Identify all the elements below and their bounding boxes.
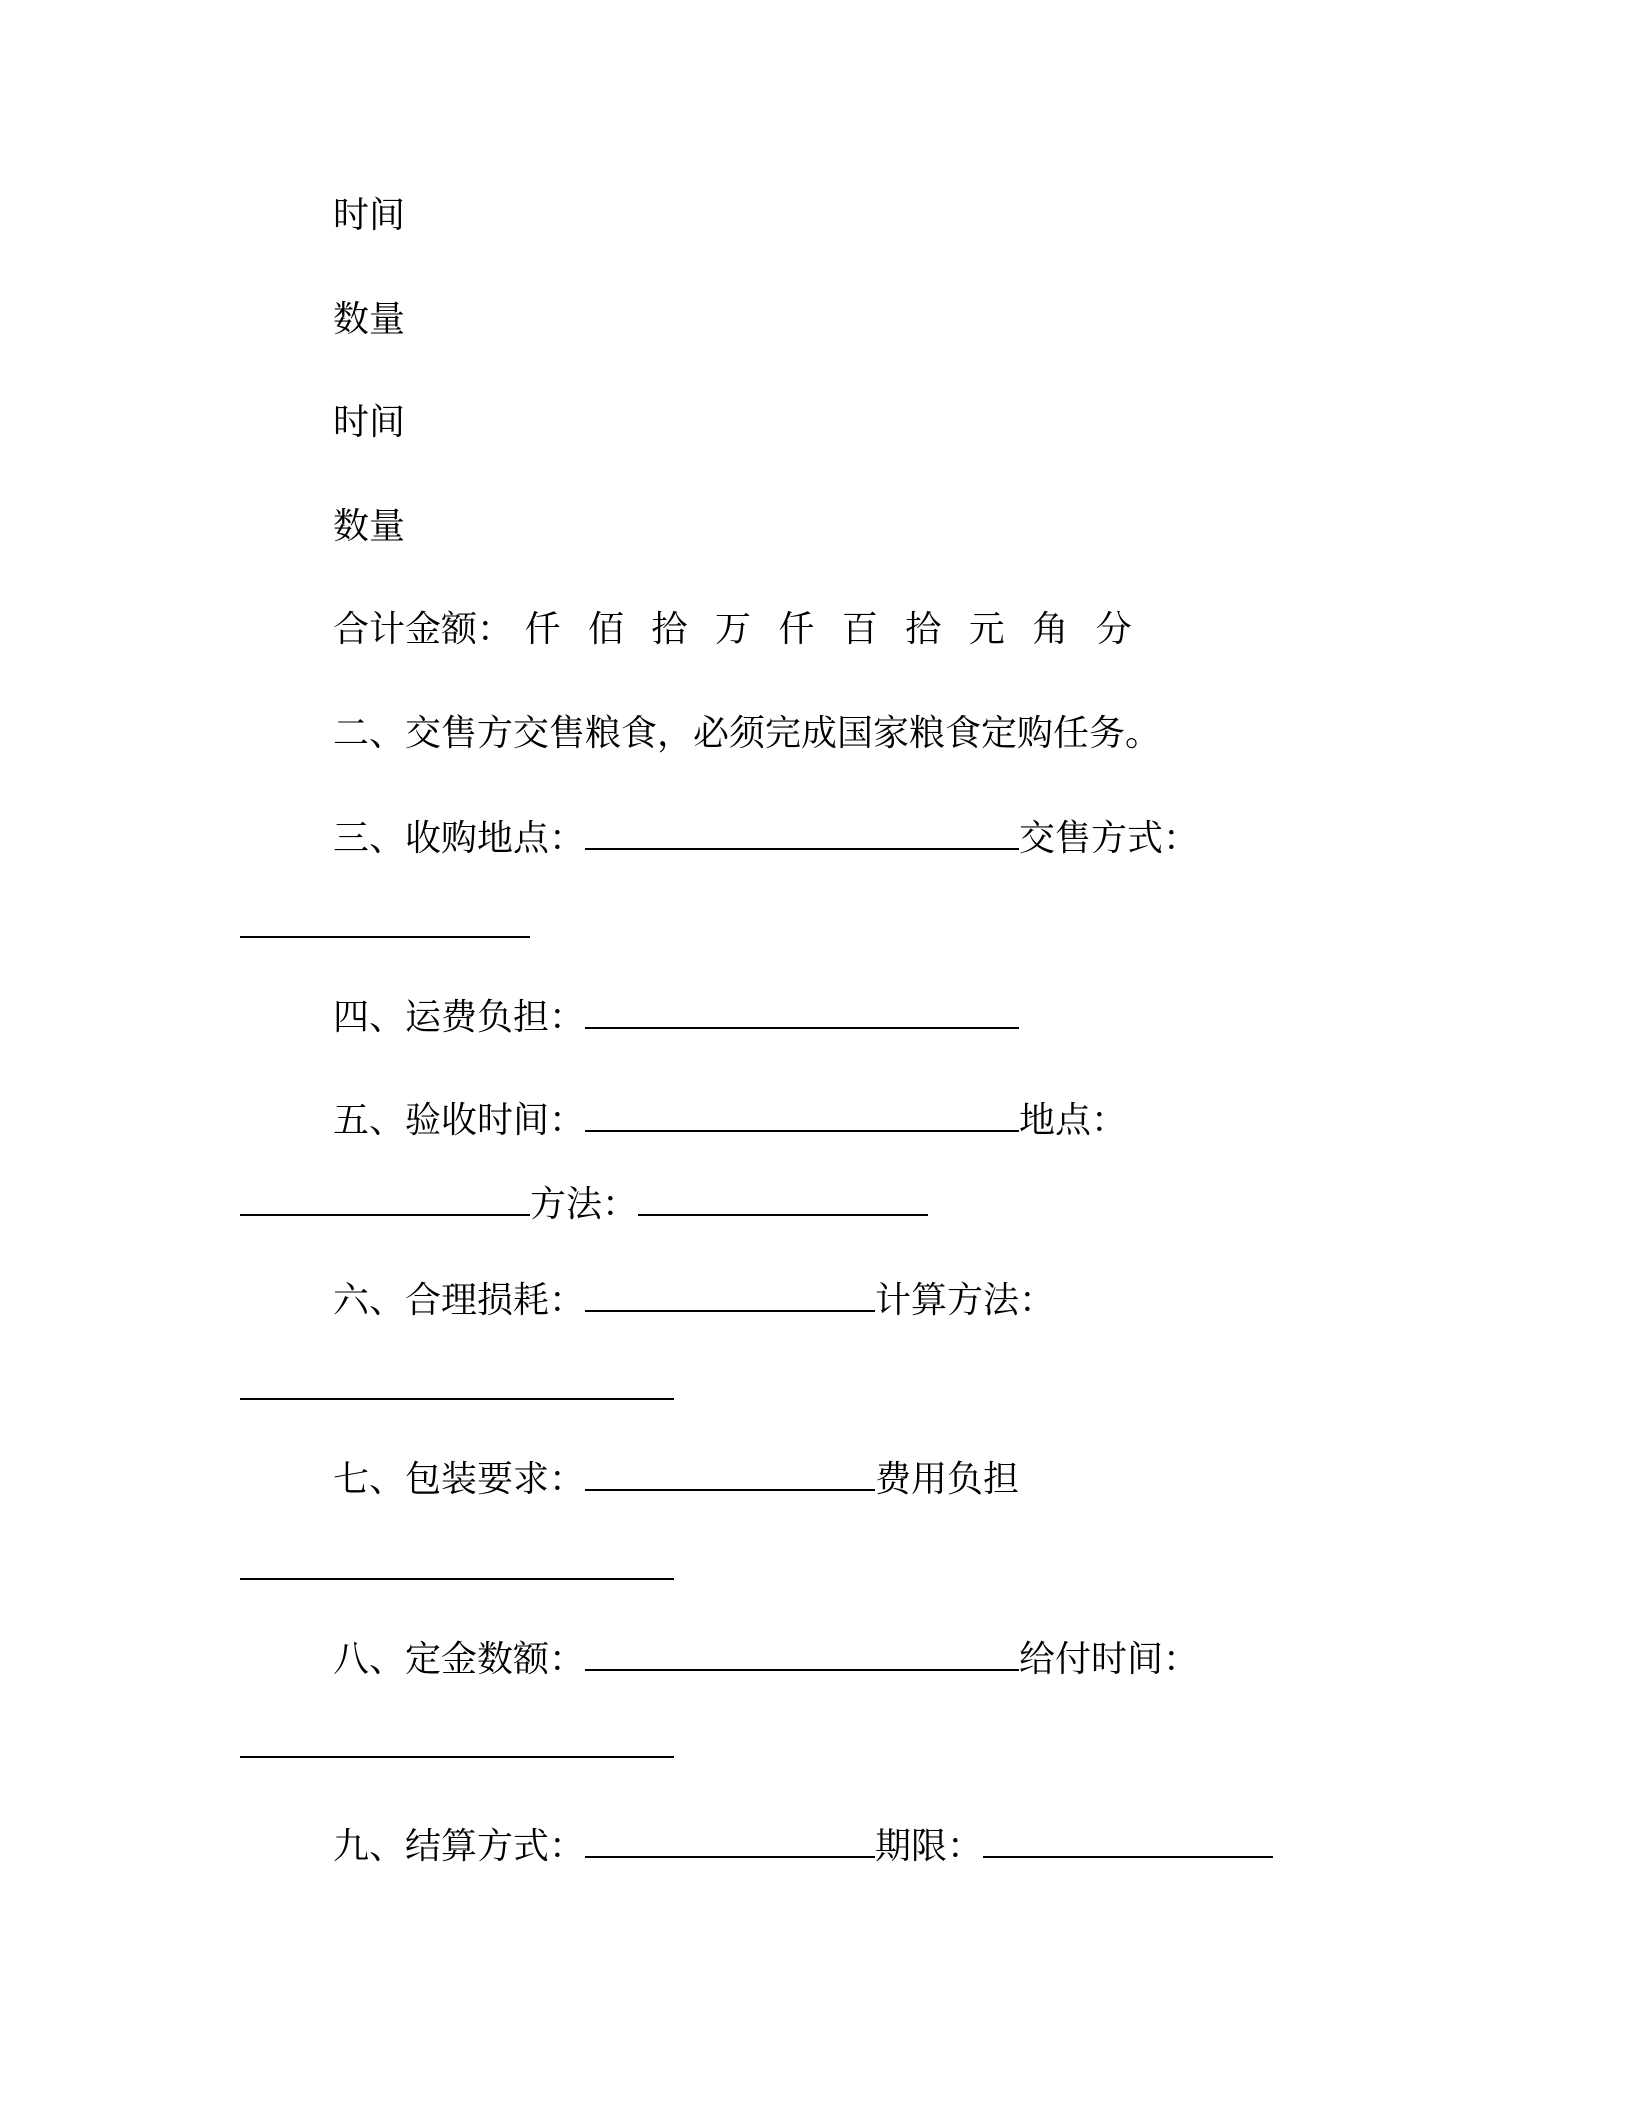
payment-time-field[interactable]: [240, 1722, 674, 1758]
clause-3: [333, 814, 1199, 863]
clause-8-continuation: [240, 1722, 674, 1771]
clause-6-continuation: [240, 1364, 674, 1413]
unit-shi: 拾: [651, 609, 688, 650]
unit-jiao: 角: [1032, 609, 1069, 650]
clause-4: [333, 993, 1019, 1042]
loss-label: 六、合理损耗：: [333, 1280, 586, 1321]
clause-9: [333, 1822, 1273, 1871]
time-label-1: 时间: [333, 195, 406, 236]
inspection-method-field[interactable]: [638, 1180, 928, 1216]
inspection-method-label: 方法：: [530, 1184, 639, 1225]
freight-field[interactable]: [585, 993, 1019, 1029]
clause-5-continuation: [240, 1180, 928, 1229]
unit-fen: 分: [1095, 609, 1132, 650]
packaging-field[interactable]: [585, 1455, 875, 1491]
settlement-label: 九、结算方式：: [333, 1826, 586, 1867]
clause-3-continuation: [240, 902, 530, 951]
unit-qian-2: 仟: [778, 609, 815, 650]
purchase-location-label: 三、收购地点：: [333, 818, 586, 859]
freight-label: 四、运费负担：: [333, 997, 586, 1038]
clause-5: [333, 1096, 1127, 1145]
clause-2: 二、交售方交售粮食，必须完成国家粮食定购任务。: [333, 713, 1162, 754]
loss-field[interactable]: [585, 1276, 875, 1312]
unit-bai: 佰: [587, 609, 624, 650]
clause-8: [333, 1635, 1199, 1684]
quantity-label-1: 数量: [333, 299, 406, 340]
payment-time-label: 给付时间：: [1019, 1639, 1200, 1680]
calc-method-field[interactable]: [240, 1364, 674, 1400]
unit-wan: 万: [714, 609, 751, 650]
unit-yuan: 元: [968, 609, 1005, 650]
time-label-2: 时间: [333, 402, 406, 443]
clause-7: [333, 1455, 1019, 1504]
clause-7-continuation: [240, 1544, 674, 1593]
calc-method-label: 计算方法：: [875, 1280, 1056, 1321]
total-amount-line: [333, 606, 1148, 654]
inspection-place-label: 地点：: [1019, 1100, 1128, 1141]
settlement-field[interactable]: [585, 1822, 875, 1858]
cost-bearer-label: 费用负担: [875, 1459, 1020, 1500]
cost-bearer-field[interactable]: [240, 1544, 674, 1580]
unit-qian: 仟: [524, 609, 561, 650]
deposit-field[interactable]: [585, 1635, 1019, 1671]
total-amount-label: 合计金额：: [333, 609, 514, 650]
clause-6: [333, 1276, 1055, 1325]
unit-shi-2: 拾: [905, 609, 942, 650]
deadline-field[interactable]: [983, 1822, 1273, 1858]
quantity-label-2: 数量: [333, 506, 406, 547]
deposit-label: 八、定金数额：: [333, 1639, 586, 1680]
delivery-method-field[interactable]: [240, 902, 530, 938]
inspection-place-field[interactable]: [240, 1180, 530, 1216]
inspection-time-label: 五、验收时间：: [333, 1100, 586, 1141]
inspection-time-field[interactable]: [585, 1096, 1019, 1132]
purchase-location-field[interactable]: [585, 814, 1019, 850]
delivery-method-label: 交售方式：: [1019, 818, 1200, 859]
unit-bai-2: 百: [841, 609, 878, 650]
packaging-label: 七、包装要求：: [333, 1459, 586, 1500]
deadline-label: 期限：: [875, 1826, 984, 1867]
